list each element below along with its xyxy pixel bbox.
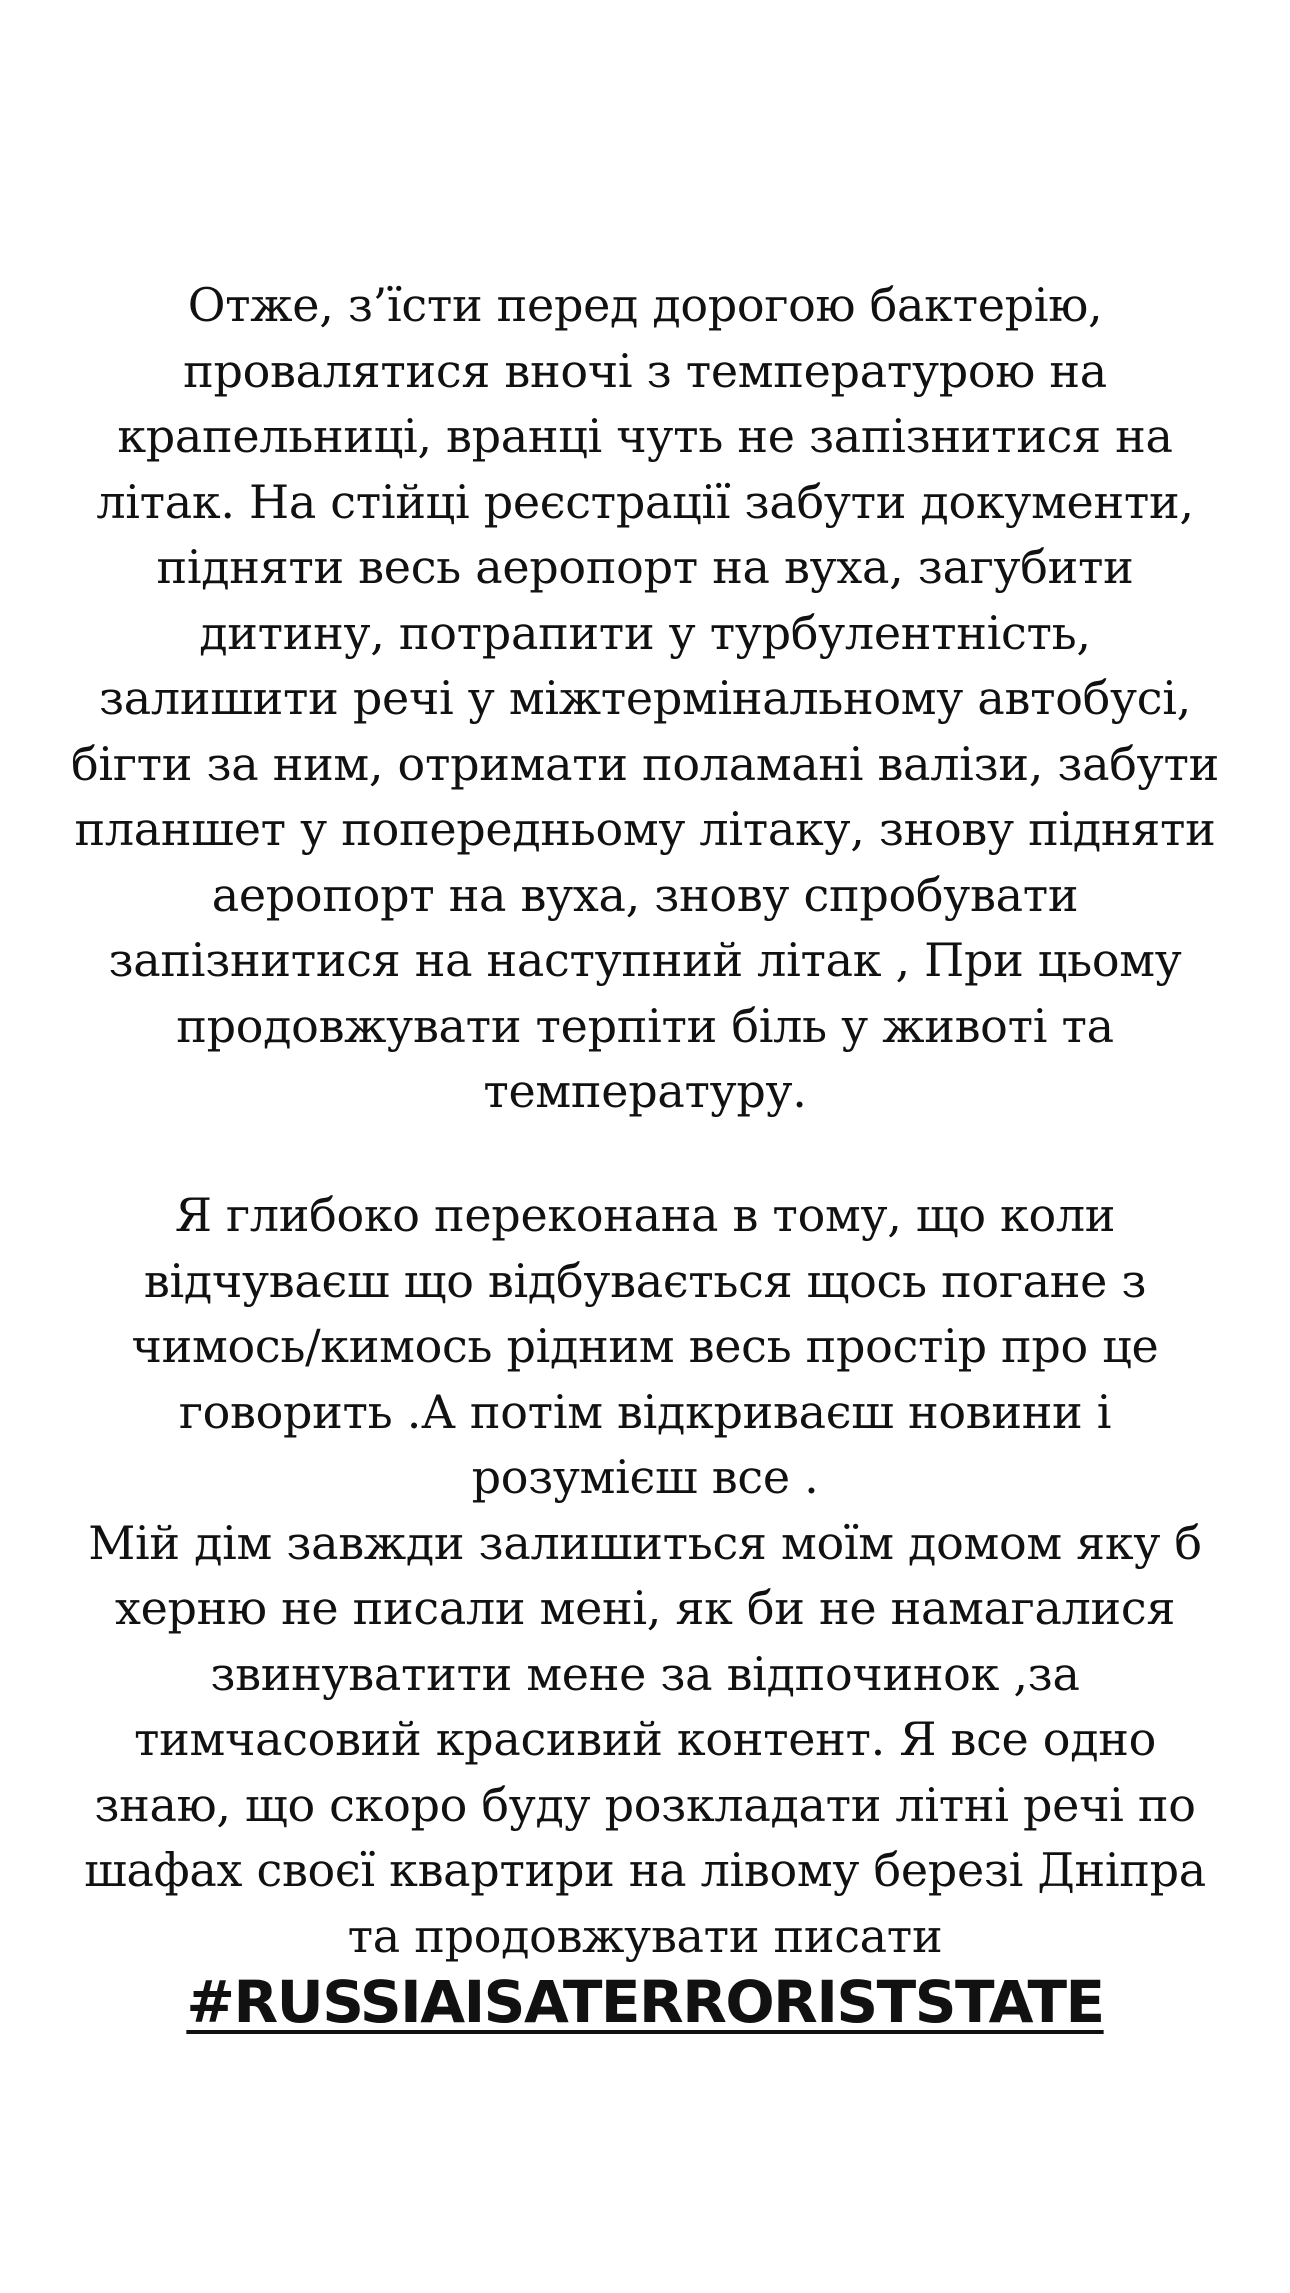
text-line: підняти весь аеропорт на вуха, загубити (156, 540, 1134, 594)
text-line: говорить .А потім відкриваєш новини і (178, 1384, 1112, 1439)
story-paragraph-2 (20, 1183, 1270, 1969)
text-line: планшет у попередньому літаку, знову підняти (74, 802, 1216, 856)
text-line: чимось/кимось рідним весь простір про це (131, 1319, 1159, 1373)
text-line: Я глибоко переконана в тому, що коли (174, 1188, 1116, 1242)
text-line: температуру. (483, 1064, 807, 1118)
text-line: аеропорт на вуха, знову спробувати (211, 867, 1079, 922)
text-line: тимчасовий красивий контент. Я все одно (134, 1712, 1156, 1766)
text-line: провалятися вночі з температурою на (183, 343, 1107, 398)
text-line: залишити речі у міжтермінальному автобусі, (99, 671, 1191, 725)
hashtag-text[interactable] (0, 1962, 1290, 2042)
text-line: бігти за ним, отримати поламані валізи, забути (71, 736, 1219, 791)
text-line: звинуватити мене за відпочинок ,за (210, 1646, 1080, 1701)
text-line: запізнитися на наступний літак , При цьому (108, 933, 1182, 987)
text-line: Мій дім завжди залишиться моїм домом яку б (88, 1515, 1202, 1570)
text-line: продовжувати терпіти біль у животі та (176, 998, 1114, 1053)
text-line: Отже, з’їсти перед дорогою бактерію, (187, 278, 1103, 332)
text-line: та продовжувати писати (347, 1908, 943, 1963)
text-line: знаю, що скоро буду розкладати літні речі по (94, 1777, 1196, 1832)
text-line: літак. На стійці реєстрації забути документи, (96, 474, 1194, 529)
text-line: шафах своєї квартири на лівому березі Дніпра (84, 1843, 1206, 1897)
text-line: розумієш все . (471, 1450, 819, 1504)
hashtag-label[interactable]: #RUSSIAISATERRORISTSTATE (186, 1968, 1104, 2036)
text-line: крапельниці, вранці чуть не запізнитися на (117, 409, 1173, 463)
text-line: херню не писали мені, як би не намагалися (114, 1581, 1176, 1635)
text-line: дитину, потрапити у турбулентність, (199, 605, 1091, 660)
story-paragraph-1 (20, 273, 1270, 1125)
text-line: відчуваєш що відбувається щось погане з (143, 1253, 1147, 1308)
